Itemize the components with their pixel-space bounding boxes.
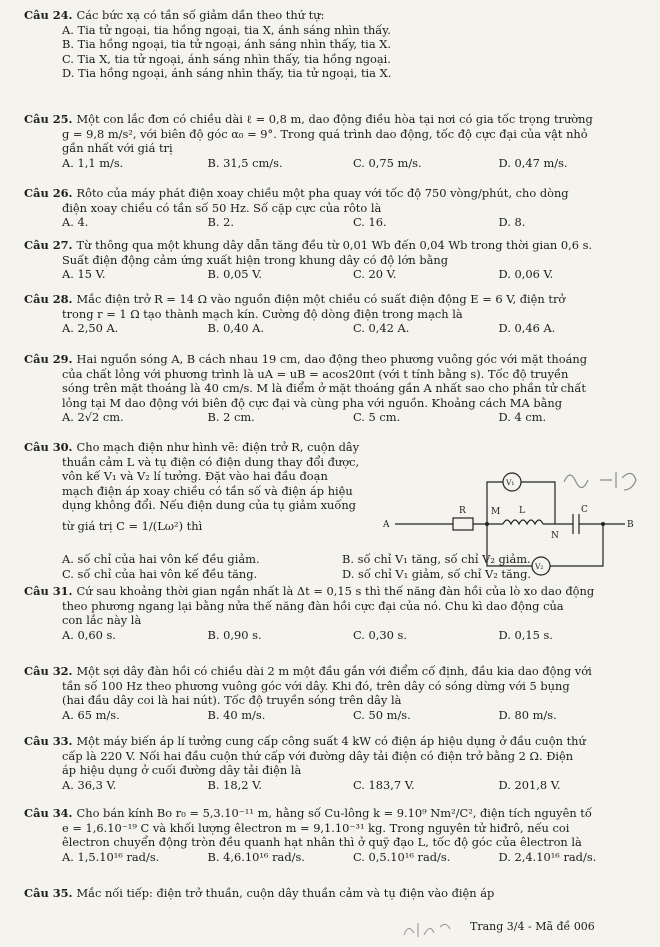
question-text-line: áp hiệu dụng ở cuối đường dây tải điện là [62, 763, 302, 778]
options-row [24, 410, 644, 425]
option-c: C. 0,30 s. [353, 627, 407, 642]
option-b: B. 31,5 cm/s. [207, 155, 283, 170]
question-33 [24, 734, 644, 792]
wire [487, 482, 503, 524]
question-text: Cứ sau khoảng thời gian ngắn nhất là Δt = 0,15 s thì thế năng đàn hồi của lò xo dao động [76, 584, 595, 598]
question-text: Một máy biến áp lí tưởng cung cấp công suất 4 kW có điện áp hiệu dụng ở đầu cuộn thứ [76, 734, 586, 748]
question-text-line: e = 1,6.10⁻¹⁹ C và khối lượng êlectron m = 9,1.10⁻³¹ kg. Trong nguyên tử hiđrô, nếu coi [62, 820, 570, 835]
label-b: B [627, 520, 634, 530]
question-28 [24, 292, 644, 336]
question-text-line: Suất điện động cảm ứng xuất hiện trong khung dây có độ lớn bằng [62, 252, 449, 267]
option-d: D. 0,15 s. [498, 627, 553, 642]
label-v2: V₂ [535, 562, 544, 571]
question-text: Cho bán kính Bo r₀ = 5,3.10⁻¹¹ m, hằng số Cu-lông k = 9.10⁹ Nm²/C², điện tích nguyên tố [76, 806, 592, 820]
question-text-line: dụng không đổi. Nếu điện dung của tụ giảm xuống [62, 498, 356, 513]
option-c: C. 20 V. [353, 267, 397, 282]
option-a: A. 1,1 m/s. [62, 155, 124, 170]
options-row [24, 215, 644, 230]
option-a: A. 36,3 V. [62, 777, 117, 792]
question-number: Câu 34. [24, 806, 73, 820]
wire [487, 524, 532, 566]
question-26 [24, 186, 644, 230]
label-a: A [383, 520, 390, 530]
question-text-line: sóng trên mặt thoáng là 40 cm/s. M là điểm ở mặt thoáng gần A nhất sao cho phần tử chất [62, 381, 586, 396]
option-d: D. Tia hồng ngoại, ánh sáng nhìn thấy, tia tử ngoại, tia X. [62, 66, 392, 81]
options-row [24, 267, 644, 282]
question-text-line: trong r = 1 Ω tạo thành mạch kín. Cường độ dòng điện trong mạch là [62, 306, 463, 321]
option-a: A. 4. [62, 215, 89, 230]
option-a: A. 0,60 s. [62, 627, 116, 642]
option-a: A. 1,5.10¹⁶ rad/s. [62, 849, 160, 864]
options-row [24, 850, 644, 865]
option-c: C. Tia X, tia tử ngoại, ánh sáng nhìn thấy, tia hồng ngoại. [62, 51, 391, 66]
option-b: B. 40 m/s. [207, 707, 266, 722]
option-d: D. 0,06 V. [498, 267, 554, 282]
question-text: Từ thông qua một khung dây dẫn tăng đều từ 0,01 Wb đến 0,04 Wb trong thời gian 0,6 s. [76, 238, 593, 252]
question-text-line: cấp là 220 V. Nối hai đầu cuộn thứ cấp với đường dây tải điện có điện trở bằng 2 Ω. Điện [62, 748, 574, 763]
question-34 [24, 806, 644, 864]
option-b: B. Tia hồng ngoại, tia tử ngoại, ánh sáng nhìn thấy, tia X. [62, 37, 391, 52]
question-text: Các bức xạ có tần số giảm dần theo thứ tự: [76, 8, 325, 22]
option-d: D. 0,46 A. [498, 321, 556, 336]
options-row [24, 156, 644, 171]
wire [521, 482, 555, 524]
options-row [24, 778, 644, 793]
option-d: D. 4 cm. [498, 410, 547, 425]
question-text: Một sợi dây đàn hồi có chiều dài 2 m một đầu gắn với điểm cố định, đầu kia dao động với [76, 664, 592, 678]
question-text-line: êlectron chuyển động tròn đều quanh hạt nhân thì ở quỹ đạo L, tốc độ góc của êlectron là [62, 835, 582, 850]
question-number: Câu 26. [24, 186, 73, 200]
option-a: A. 65 m/s. [62, 707, 120, 722]
question-29 [24, 352, 644, 425]
label-l: L [519, 506, 525, 516]
question-number: Câu 29. [24, 352, 73, 366]
question-text-line: vôn kế V₁ và V₂ lí tưởng. Đặt vào hai đầu đoạn [62, 469, 328, 484]
question-text: Rôto của máy phát điện xoay chiều một pha quay với tốc độ 750 vòng/phút, cho dòng [76, 186, 569, 200]
junction-dot [485, 522, 489, 526]
option-d: D. 80 m/s. [498, 707, 557, 722]
option-d: D. số chỉ V₁ giảm, số chỉ V₂ tăng. [342, 566, 532, 581]
question-number: Câu 35. [24, 886, 73, 900]
question-text: Mắc điện trở R = 14 Ω vào nguồn điện một chiều có suất điện động E = 6 V, điện trở [76, 292, 566, 306]
option-d: D. 0,47 m/s. [498, 155, 568, 170]
options-row [24, 708, 644, 723]
option-a: A. 15 V. [62, 267, 106, 282]
question-text-line: từ giá trị C = 1/(Lω²) thì [62, 518, 203, 533]
option-b: B. 0,05 V. [207, 267, 262, 282]
label-v1: V₁ [506, 478, 515, 487]
option-c: C. 50 m/s. [353, 707, 411, 722]
question-text-line: lỏng tại M dao động với biên độ cực đại và cùng pha với nguồn. Khoảng cách MA bằng [62, 395, 563, 410]
question-text-line: điện xoay chiều có tần số 50 Hz. Số cặp cực của rôto là [62, 200, 382, 215]
label-n: N [551, 531, 559, 541]
question-text-line: mạch điện áp xoay chiều có tần số và điện áp hiệu [62, 483, 353, 498]
question-number: Câu 30. [24, 440, 73, 454]
handwritten-note-mark [560, 464, 650, 494]
option-b: B. số chỉ V₁ tăng, số chỉ V₂ giảm. [342, 552, 531, 566]
option-d: D. 2,4.10¹⁶ rad/s. [498, 849, 597, 864]
option-c: C. 0,5.10¹⁶ rad/s. [353, 849, 451, 864]
option-a: A. số chỉ của hai vôn kế đều giảm. [62, 552, 260, 566]
question-25 [24, 112, 644, 170]
option-d: D. 201,8 V. [498, 777, 561, 792]
page-footer: Trang 3/4 - Mã đề 006 [470, 920, 595, 933]
question-27 [24, 238, 644, 282]
question-number: Câu 27. [24, 238, 73, 252]
option-b: B. 0,40 A. [207, 321, 264, 336]
option-b: B. 4,6.10¹⁶ rad/s. [207, 849, 305, 864]
label-m: M [491, 507, 501, 517]
resistor-icon [453, 518, 473, 530]
option-c: C. 16. [353, 215, 387, 230]
question-text-line: con lắc này là [62, 613, 142, 628]
question-number: Câu 25. [24, 112, 73, 126]
question-text-line: g = 9,8 m/s², với biên độ góc α₀ = 9°. Trong quá trình dao động, tốc độ cực đại của vật nhỏ [62, 126, 588, 141]
question-number: Câu 32. [24, 664, 73, 678]
question-text-line: (hai đầu dây coi là hai nút). Tốc độ truyền sóng trên dây là [62, 693, 402, 708]
question-number: Câu 28. [24, 292, 73, 306]
question-text-line: thuần cảm L và tụ điện có điện dung thay đổi được, [62, 454, 360, 469]
question-number: Câu 24. [24, 8, 73, 22]
option-b: B. 2 cm. [207, 410, 255, 425]
question-text-line: của chất lỏng với phương trình là uA = uB = acos20πt (với t tính bằng s). Tốc độ truyền [62, 366, 569, 381]
question-text-line: gần nhất với giá trị [62, 141, 173, 156]
inductor-icon [503, 520, 543, 524]
option-a: A. Tia tử ngoại, tia hồng ngoại, tia X, ánh sáng nhìn thấy. [62, 22, 391, 37]
option-c: C. 0,75 m/s. [353, 155, 422, 170]
question-text: Mắc nối tiếp: điện trở thuần, cuộn dây thuần cảm và tụ điện vào điện áp [76, 886, 495, 900]
question-24 [24, 8, 644, 81]
question-32 [24, 664, 644, 722]
option-c: C. số chỉ của hai vôn kế đều tăng. [62, 566, 258, 581]
question-number: Câu 33. [24, 734, 73, 748]
option-c: C. 0,42 A. [353, 321, 410, 336]
option-a: A. 2√2 cm. [62, 410, 124, 425]
options-row [24, 628, 644, 643]
question-text: Một con lắc đơn có chiều dài ℓ = 0,8 m, dao động điều hòa tại nơi có gia tốc trọng trường [76, 112, 593, 126]
question-31 [24, 584, 644, 642]
option-b: B. 18,2 V. [207, 777, 262, 792]
question-30 [24, 440, 394, 534]
label-c: C [581, 505, 588, 515]
option-b: B. 2. [207, 215, 234, 230]
option-c: C. 5 cm. [353, 410, 401, 425]
options-row [24, 321, 644, 336]
option-d: D. 8. [498, 215, 526, 230]
question-35 [24, 886, 644, 901]
question-number: Câu 31. [24, 584, 73, 598]
handwritten-scribble-mark [400, 915, 460, 945]
question-text-line: tần số 100 Hz theo phương vuông góc với dây. Khi đó, trên dây có sóng dừng với 5 bụng [62, 678, 570, 693]
label-r: R [459, 506, 466, 516]
option-c: C. 183,7 V. [353, 777, 415, 792]
option-a: A. 2,50 A. [62, 321, 119, 336]
question-text: Cho mạch điện như hình vẽ: điện trở R, cuộn dây [76, 440, 360, 454]
junction-dot [601, 522, 605, 526]
question-text-line: theo phương ngang lại bằng nửa thế năng đàn hồi cực đại của nó. Chu kì dao động của [62, 598, 564, 613]
question-text: Hai nguồn sóng A, B cách nhau 19 cm, dao động theo phương vuông góc với mặt thoáng [76, 352, 587, 366]
option-b: B. 0,90 s. [207, 627, 262, 642]
